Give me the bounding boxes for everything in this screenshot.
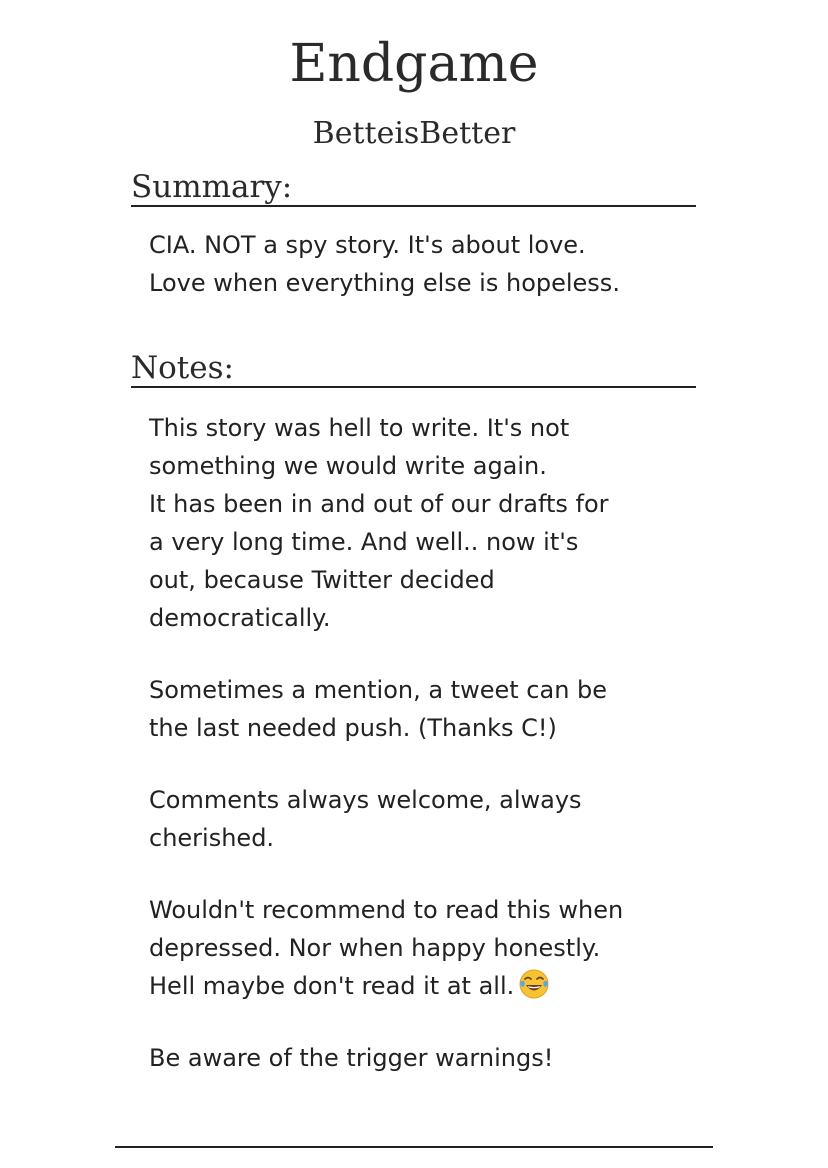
notes-paragraph-3 — [149, 781, 709, 857]
notes-text — [149, 409, 709, 1111]
bottom-divider — [115, 1146, 713, 1148]
notes-line: Comments always welcome, always — [149, 786, 582, 814]
notes-line: out, because Twitter decided — [149, 566, 495, 594]
notes-paragraph-5 — [149, 1039, 709, 1077]
notes-line: a very long time. And well.. now it's — [149, 528, 579, 556]
notes-paragraph-2 — [149, 671, 709, 747]
notes-line: Hell maybe don't read it at all. — [149, 972, 515, 1000]
notes-line: democratically. — [149, 604, 331, 632]
summary-line: CIA. NOT a spy story. It's about love. — [149, 231, 586, 259]
summary-heading: Summary: — [131, 169, 696, 207]
notes-line: cherished. — [149, 824, 275, 852]
summary-line: Love when everything else is hopeless. — [149, 269, 620, 297]
work-title: Endgame — [289, 34, 539, 94]
notes-line: depressed. Nor when happy honestly. — [149, 934, 601, 962]
notes-line: something we would write again. — [149, 452, 547, 480]
author-name[interactable]: BetteisBetter — [312, 116, 516, 151]
tears-of-joy-emoji-icon — [518, 968, 550, 1000]
notes-heading: Notes: — [131, 350, 696, 388]
notes-paragraph-4 — [149, 891, 709, 1005]
notes-paragraph-1 — [149, 409, 709, 637]
summary-text — [149, 226, 709, 302]
notes-line: Wouldn't recommend to read this when — [149, 896, 624, 924]
notes-line-with-emoji — [149, 967, 709, 1005]
notes-line: Be aware of the trigger warnings! — [149, 1044, 554, 1072]
notes-line: the last needed push. (Thanks C!) — [149, 714, 557, 742]
notes-line: It has been in and out of our drafts for — [149, 490, 609, 518]
notes-line: Sometimes a mention, a tweet can be — [149, 676, 608, 704]
notes-line: This story was hell to write. It's not — [149, 414, 570, 442]
